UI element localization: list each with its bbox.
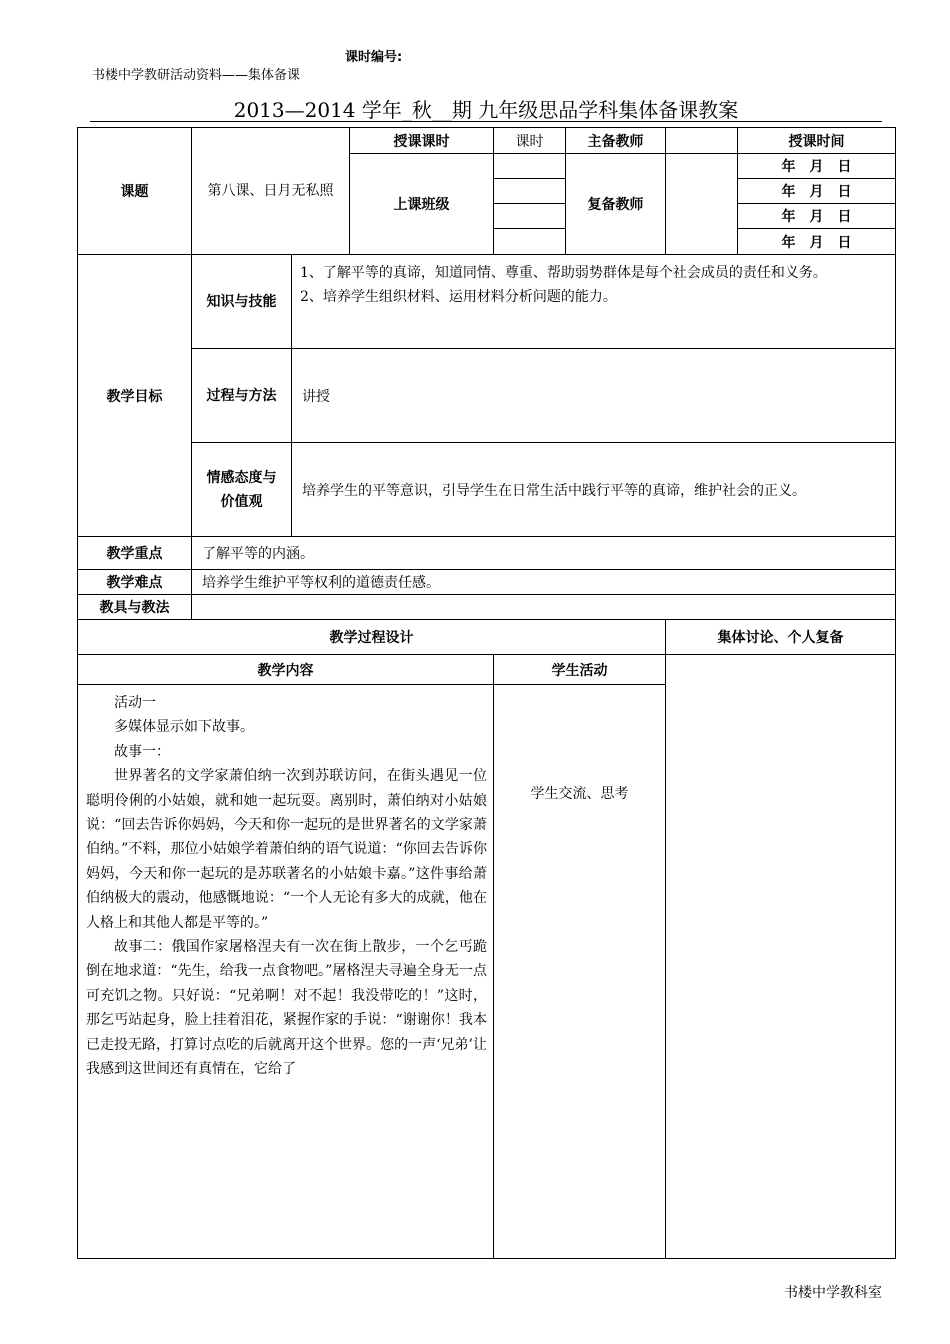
class-cell-2 (494, 179, 566, 204)
content-line-2: 多媒体显示如下故事。 (114, 719, 254, 736)
difficulty-value: 培养学生维护平等权利的道德责任感。 (192, 570, 896, 595)
lesson-code-label: 课时编号: (345, 50, 403, 65)
process-method-value: 讲授 (292, 349, 896, 443)
topic-value: 第八课、日月无私照 (192, 128, 350, 255)
tools-value (192, 595, 896, 620)
teaching-content (78, 685, 494, 1259)
review-teacher-value (666, 154, 738, 255)
process-design-label: 教学过程设计 (78, 620, 666, 655)
footer-office: 书楼中学教科室 (784, 1285, 882, 1301)
knowledge-label: 知识与技能 (192, 255, 292, 349)
difficulty-label: 教学难点 (78, 570, 192, 595)
content-story-2: 故事二：俄国作家屠格涅夫有一次在街上散步，一个乞丐跪倒在地求道：“先生，给我一点食物吧。”屠格涅夫寻遍全身无一点可充饥之物。只好说：“兄弟啊！对不起！我没带吃的！”这时，那乞丐站起身，脸上挂着泪花，紧握作家的手说：“谢谢你！我本已走投无路，打算讨点吃的后就离开这个世界。您的一声‘兄弟’让我感到这世间还有真情在，它给了 (86, 939, 487, 1078)
content-label: 教学内容 (78, 655, 494, 685)
date-row-3: 年 月 日 (738, 204, 896, 229)
review-teacher-label: 复备教师 (566, 154, 666, 255)
class-cell-1 (494, 154, 566, 179)
time-label: 授课时间 (738, 128, 896, 154)
student-activity-value: 学生交流、思考 (494, 685, 666, 1259)
page-title: 2013—2014 学年_秋__期 九年级思品学科集体备课教案 (233, 98, 739, 122)
tools-label: 教具与教法 (78, 595, 192, 620)
hours-label: 授课课时 (350, 128, 494, 154)
discussion-area (666, 655, 896, 1259)
knowledge-value (292, 255, 896, 349)
class-cell-4 (494, 229, 566, 255)
class-cell-3 (494, 204, 566, 229)
knowledge-line-1: 1、了解平等的真谛，知道同情、尊重、帮助弱势群体是每个社会成员的责任和义务。 (300, 265, 827, 281)
knowledge-line-2: 2、培养学生组织材料、运用材料分析问题的能力。 (300, 289, 617, 305)
school-note: 书楼中学教研活动资料——集体备课 (92, 68, 301, 83)
lesson-plan-table (77, 127, 896, 1259)
objectives-label: 教学目标 (78, 255, 192, 537)
lead-teacher-label: 主备教师 (566, 128, 666, 154)
class-label: 上课班级 (350, 154, 494, 255)
discussion-label: 集体讨论、个人复备 (666, 620, 896, 655)
process-method-label: 过程与方法 (192, 349, 292, 443)
activity-label: 学生活动 (494, 655, 666, 685)
emotion-value: 培养学生的平等意识，引导学生在日常生活中践行平等的真谛，维护社会的正义。 (292, 443, 896, 537)
title-rule (90, 121, 882, 122)
emotion-label: 情感态度与价值观 (192, 443, 292, 537)
key-point-value: 了解平等的内涵。 (192, 537, 896, 570)
content-story-1: 世界著名的文学家萧伯纳一次到苏联访问，在街头遇见一位聪明伶俐的小姑娘，就和她一起玩耍。离别时，萧伯纳对小姑娘说：“回去告诉你妈妈，今天和你一起玩的是世界著名的文学家萧伯纳。”不料，那位小姑娘学着萧伯纳的语气说道：“你回去告诉你妈妈，今天和你一起玩的是苏联著名的小姑娘卡嘉。”这件事给萧伯纳极大的震动，他感慨地说：“一个人无论有多大的成就，他在人格上和其他人都是平等的。” (86, 768, 487, 931)
date-row-2: 年 月 日 (738, 179, 896, 204)
content-line-1: 活动一 (114, 695, 156, 711)
date-row-1: 年 月 日 (738, 154, 896, 179)
hours-value: 课时 (494, 128, 566, 154)
content-line-3: 故事一： (114, 743, 170, 760)
lead-teacher-value (666, 128, 738, 154)
date-row-4: 年 月 日 (738, 229, 896, 255)
key-point-label: 教学重点 (78, 537, 192, 570)
topic-label: 课题 (78, 128, 192, 255)
